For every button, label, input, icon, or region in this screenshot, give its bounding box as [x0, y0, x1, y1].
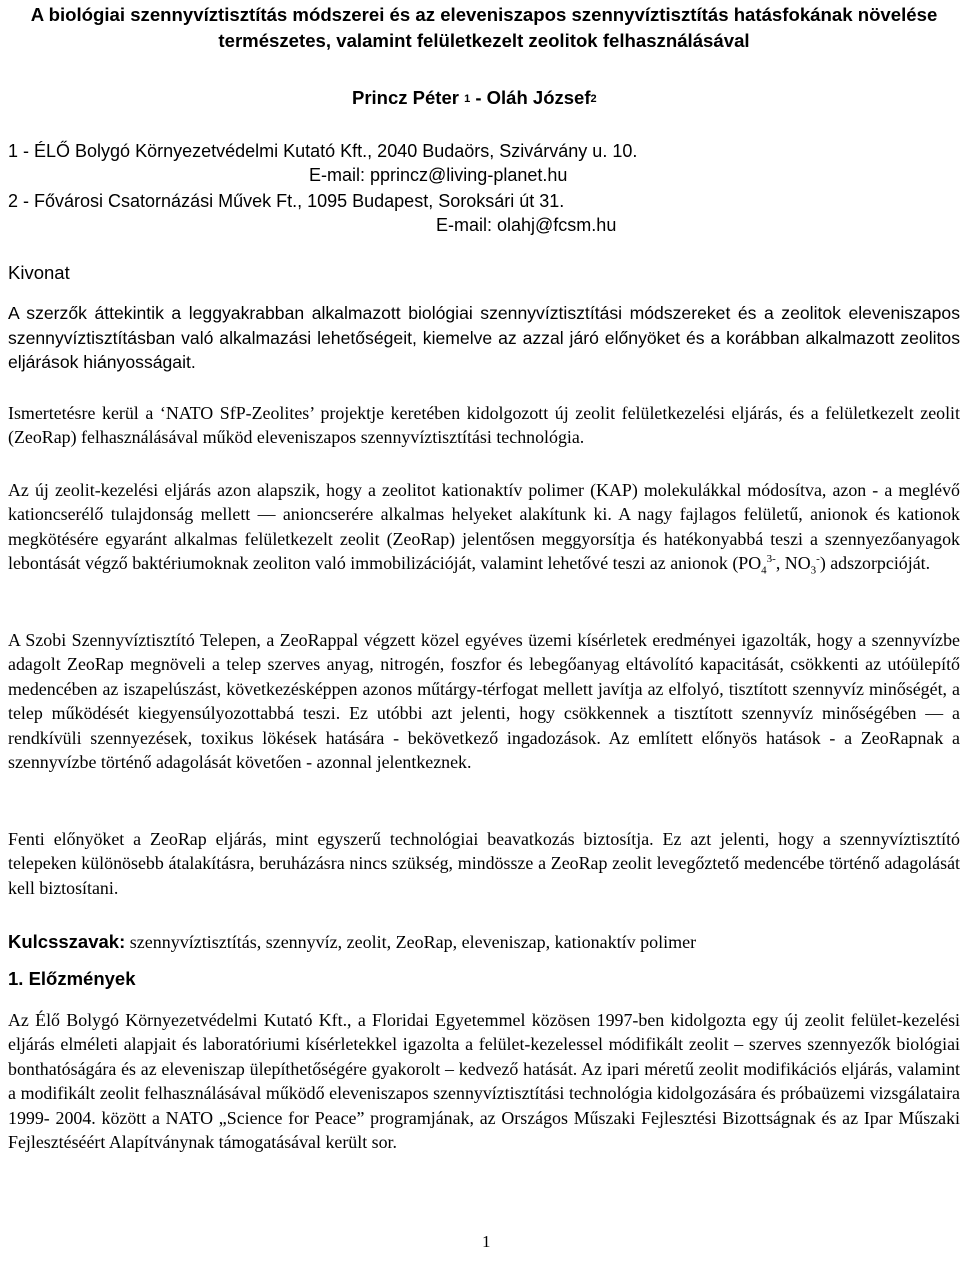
po4-superscript: 3-	[766, 553, 776, 566]
section-1-heading: 1. Előzmények	[8, 968, 136, 989]
author-1: Princz Péter	[352, 87, 459, 108]
section-1-paragraph: Az Élő Bolygó Környezetvédelmi Kutató Kft., a Floridai Egyetemmel közösen 1997-ben kidolgozta egy új zeolit felület-kezelési eljárás elméleti alapjait és laboratóriumi kísérletekkel igazolta a felület-kezelessel módifikált zeolit – szerves szennyezők biológiai bonthatóságára és az eleveniszap ülepíthetőségére gyakorolt – kedvező hatását. Az ipari méretű zeolit modifikációs eljárás, valamint a modifikált zeolit felhasználásával működő eleveniszapos szennyvíztisztítási technológia kidolgozására és próbaüzemi vizsgálataira 1999- 2004. között a NATO „Science for Peace” programjának, az Országos Műszaki Fejlesztési Bizottságnak és az Ipar Műszaki Fejlesztéséért Alapítványnak támogatásával került sor.	[8, 1010, 960, 1153]
paragraph-2-end: ) adszorpcióját.	[819, 553, 931, 574]
no3-superscript: -	[816, 553, 820, 566]
affiliation-2: 2 - Fővárosi Csatornázási Művek Ft., 1095 Budapest, Soroksári út 31.	[8, 191, 565, 211]
paragraph-2-mid: , NO	[775, 553, 811, 574]
affiliation-1: 1 - ÉLŐ Bolygó Környezetvédelmi Kutató Kft., 2040 Budaörs, Szivárvány u. 10.	[8, 141, 638, 161]
author-2: Oláh József	[486, 87, 591, 108]
keywords-text: szennyvíztisztítás, szennyvíz, zeolit, ZeoRap, eleveniszap, kationaktív polimer	[125, 932, 697, 952]
no3-subscript: 3	[810, 564, 817, 577]
keywords-label: Kulcsszavak:	[8, 931, 126, 952]
affiliation-2-email[interactable]: E-mail: olahj@fcsm.hu	[436, 215, 617, 235]
author-line	[352, 86, 597, 113]
abstract-heading: Kivonat	[8, 262, 70, 283]
po4-subscript: 4	[761, 564, 767, 577]
paragraph-1: Ismertetésre kerül a ‘NATO SfP-Zeolites’ projektje keretében kidolgozott új zeolit felületkezelési eljárás, és a felületkezelt zeolit (ZeoRap) felhasználásával működ eleveniszapos szennyvíztisztítási technológia.	[8, 403, 960, 448]
paragraph-2	[8, 478, 960, 576]
author-1-affiliation-mark: 1	[464, 93, 471, 105]
affiliation-1-email[interactable]: E-mail: pprincz@living-planet.hu	[309, 165, 568, 185]
paragraph-3: A Szobi Szennyvíztisztító Telepen, a ZeoRappal végzett közel egyéves üzemi kísérletek eredményei igazolták, hogy a szennyvízbe adagolt ZeoRap megnöveli a telep szerves anyag, nitrogén, foszfor és lebegőanyag eltávolító kapacitását, csökkenti az utóülepítő medencében az iszapelúszást, következésképpen azonos műtárgy-térfogat mellett javítja az elfolyó, tisztított szennyvíz minőségét, a telep működését kiegyensúlyozottabbá teszi. Ez utóbbi azt jelenti, hogy csökkennek a tisztított szennyvíz minőségében — a rendkívüli szennyezések, toxikus lökések hatására - bekövetkező ingadozások. Az említett előnyös hatások - a ZeoRapnak a szennyvízbe történő adagolását követően - azonnal jelentkeznek.	[8, 630, 960, 773]
document-title	[8, 2, 960, 54]
paragraph-2-text: Az új zeolit-kezelési eljárás azon alapszik, hogy a zeolitot kationaktív polimer (KAP) molekulákkal módosítva, azon - a meglévő kationcserélő tulajdonság mellett — anioncserére alkalmas helyeket alakítunk ki. A nagy fajlagos felületű, anionok és kationok megkötésére egyaránt alkalmas felületkezelt zeolit (ZeoRap) jelentősen meggyorsítja és hatékonyabbá teszi a szennyezőanyagok lebontását végző baktériumoknak zeoliton való immobilizációját, valamint lehetővé teszi az anionok (PO	[8, 480, 960, 574]
author-2-affiliation-mark: 2	[590, 93, 597, 105]
paragraph-4: Fenti előnyöket a ZeoRap eljárás, mint egyszerű technológiai beavatkozás biztosítja. Ez azt jelenti, hogy a szennyvíztisztító telepeken különösebb átalakításra, beruházásra nincs szükség, mindössze a ZeoRap zeolit levegőztető medencébe történő adagolását kell biztosítani.	[8, 829, 960, 898]
page-number: 1	[482, 1232, 491, 1251]
title-line-1: A biológiai szennyvíztisztítás módszerei és az eleveniszapos szennyvíztisztítás hatásfokának növelése	[30, 4, 938, 25]
title-line-2: természetes, valamint felületkezelt zeolitok felhasználásával	[218, 30, 750, 51]
keywords-line	[8, 930, 696, 954]
abstract-paragraph: A szerzők áttekintik a leggyakrabban alkalmazott biológiai szennyvíztisztítási módszereket és a zeolitok eleveniszapos szennyvíztisztításban való alkalmazási lehetőségeit, kiemelve az azzal járó előnyöket és a korábban alkalmazott zeolitos eljárások hiányosságait.	[8, 303, 960, 372]
author-separator: -	[470, 87, 487, 108]
